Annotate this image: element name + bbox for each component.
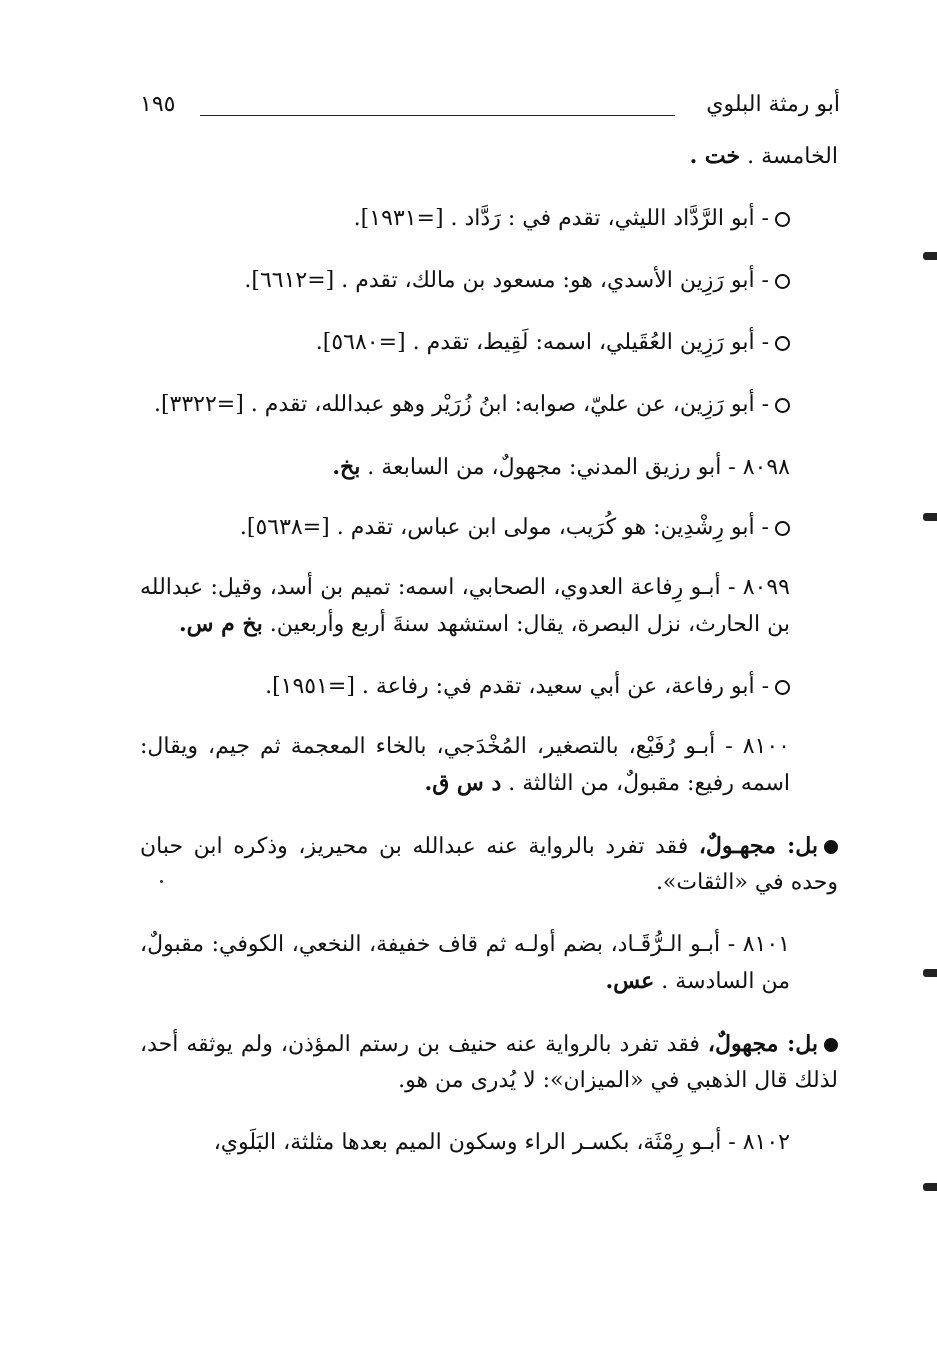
editor-comment: بل: مجهـولٌ، فقد تفرد بالرواية عنه عبدالله بن محيريز، وذكره ابن حبان وحده في «الثقات». [140,833,838,895]
numbered-entry: ٨٠٩٩ - أبـو رِفاعة العدوي، الصحابي، اسمه: تميم بن أسد، وقيل: عبدالله بن الحارث، نزل البصرة، يقال: استشهد سنةَ أربع وأربعين. بخ م س. [140,575,790,637]
entry-symbols: بخ. [332,454,361,480]
filled-circle-icon [824,1038,838,1052]
page-body [140,138,838,1161]
cross-reference: - أبو رَزِين الأسدي، هو: مسعود بن مالك، تقدم . [=٦٦١٢]. [140,263,838,299]
scan-edge-mark [923,969,937,977]
scan-edge-mark [923,1183,937,1191]
entry-symbols: بخ م س. [178,611,263,637]
entry-continuation: الخامسة . خت . [689,143,838,169]
numbered-entry: ٨٠٩٨ - أبو رزيق المدني: مجهولٌ، من السابعة . بخ. [332,454,790,480]
cross-reference: - أبو رَزِين العُقَيلي، اسمه: لَقِيط، تقدم . [=٥٦٨٠]. [140,325,838,361]
hollow-circle-icon [775,398,790,413]
editor-comment: بل: مجهولٌ، فقد تفرد بالرواية عنه حنيف بن رستم المؤذن، ولم يوثقه أحد، لذلك قال الذهبي في «الميزان»: لا يُدرى من هو. [140,1031,838,1093]
hollow-circle-icon [775,336,790,351]
cross-reference: - أبو الرَّدَّاد الليثي، تقدم في : رَدَّاد . [=١٩٣١]. [140,201,838,237]
page-number: ١٩٥ [140,92,176,117]
cross-reference: - أبو رفاعة، عن أبي سعيد، تقدم في: رفاعة . [=١٩٥١]. [140,669,838,705]
header-title: أبو رمثة البلوي [706,92,840,117]
entry-symbols: عس. [605,968,655,994]
hollow-circle-icon [775,274,790,289]
cross-reference: - أبو رِشْدِين: هو كُرَيب، مولى ابن عباس، تقدم . [=٥٦٣٨]. [140,510,838,546]
entry-symbols: د س ق. [424,770,502,796]
scan-edge-mark [923,252,937,260]
cross-reference: - أبو رَزِين، عن عليّ، صوابه: ابنُ زُرَيْر وهو عبدالله، تقدم . [=٣٣٢٢]. [140,387,838,423]
running-header [140,92,840,124]
entry-symbols: خت . [689,143,741,169]
hollow-circle-icon [775,521,790,536]
hollow-circle-icon [775,212,790,227]
hollow-circle-icon [775,680,790,695]
numbered-entry: ٨١٠٠ - أبـو رُفَيْع، بالتصغير، المُخْدَجي، بالخاء المعجمة ثم جيم، ويقال: اسمه رفيع: مقبولٌ، من الثالثة . د س ق. [140,734,790,796]
header-rule [200,115,675,116]
numbered-entry: ٨١٠٢ - أبـو رِمْثَة، بكسـر الراء وسكون الميم بعدها مثلثة، البَلَوي، [213,1130,790,1155]
scan-speck [160,880,163,883]
filled-circle-icon [824,840,838,854]
scan-edge-mark [923,513,937,521]
numbered-entry: ٨١٠١ - أبـو الـرُّقَـاد، بضم أولـه ثم قاف خفيفة، النخعي، الكوفي: مقبولٌ، من السادسة . عس. [140,932,790,994]
